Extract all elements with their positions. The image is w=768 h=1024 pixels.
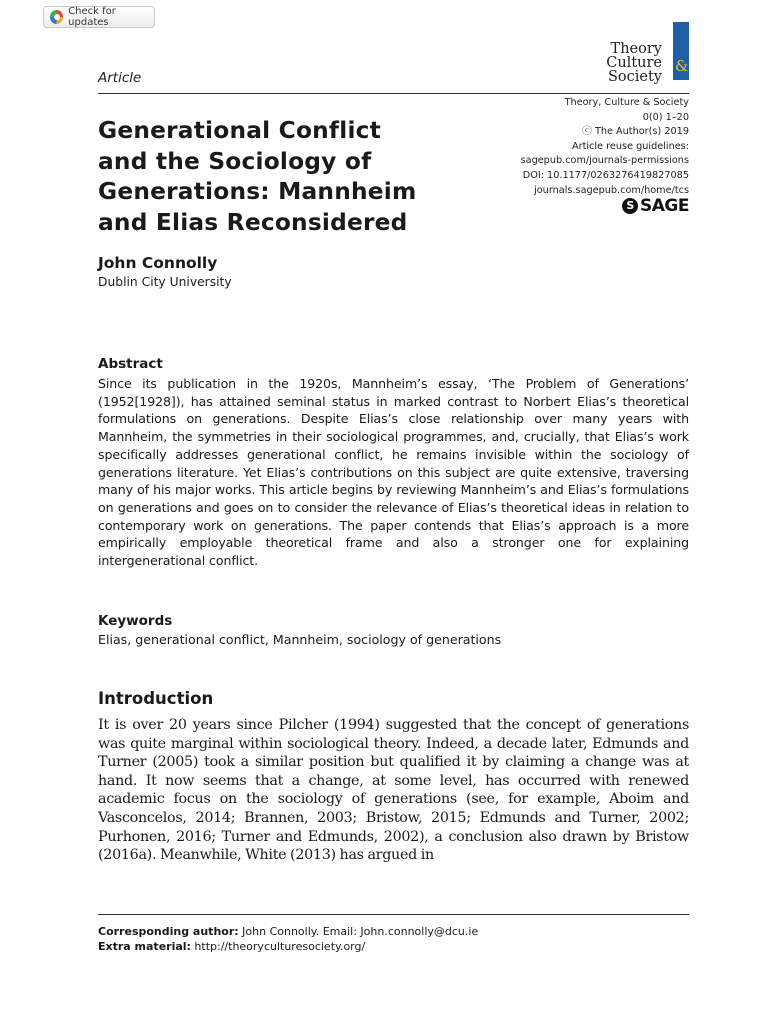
meta-copyright: ⓒ The Author(s) 2019 <box>582 126 689 138</box>
title-line-1: Generational Conflict <box>98 117 381 144</box>
meta-doi[interactable]: DOI: 10.1177/0263276419827085 <box>522 169 689 181</box>
keywords-heading: Keywords <box>98 613 173 629</box>
crossmark-icon <box>50 10 63 24</box>
meta-url-link[interactable]: journals.sagepub.com/home/tcs <box>534 184 689 196</box>
extra-material-link[interactable]: http://theoryculturesociety.org/ <box>190 940 366 953</box>
meta-permissions-link[interactable]: sagepub.com/journals-permissions <box>520 155 689 167</box>
title-line-3: Generations: Mannheim <box>98 178 417 205</box>
meta-issue: 0(0) 1–20 <box>642 111 689 123</box>
article-type-label: Article <box>98 70 142 86</box>
extra-material-label: Extra material: <box>98 940 191 953</box>
logo-line-1: Theory <box>610 41 662 57</box>
sage-logo-text: SAGE <box>640 196 689 216</box>
logo-ampersand: & <box>675 57 689 75</box>
title-line-4: and Elias Reconsidered <box>98 208 408 236</box>
check-for-updates-label: Check for updates <box>68 6 116 28</box>
article-title <box>98 116 470 238</box>
logo-line-3: Society <box>607 69 662 85</box>
title-line-2: and the Sociology of <box>98 147 372 175</box>
meta-journal: Theory, Culture & Society <box>564 97 689 108</box>
journal-meta <box>470 96 689 198</box>
author-name: John Connolly <box>98 254 218 272</box>
introduction-heading: Introduction <box>98 689 214 708</box>
abstract-text: Since its publication in the 1920s, Mannheim’s essay, ‘The Problem of Generations’ (1952[1928]), has attained seminal status in marked contrast to Norbert Elias’s theoretical formulations on generations. Despite Elias’s close relationship over many years with Mannheim, the symmetries in their sociological programmes, and, crucially, that Elias’s work specifically addresses generational conflict, he remains invisible within the sociology of generations literature. Yet Elias’s contributions on this subject are quite extensive, traversing many of his major works. This article begins by reviewing Mannheim’s and Elias’s formulations on generations and goes on to consider the relevance of Elias’s theoretical ideas in relation to contemporary work on generations. The paper contends that Elias’s approach is a more empirically employable theoretical frame and also a stronger one for explaining intergenerational conflict. <box>98 376 689 569</box>
logo-line-2: Culture <box>606 55 662 71</box>
corresponding-author-label: Corresponding author: <box>98 925 239 938</box>
author-affiliation: Dublin City University <box>98 275 232 289</box>
journal-logo <box>600 42 690 88</box>
meta-reuse: Article reuse guidelines: <box>572 140 689 152</box>
introduction-text: It is over 20 years since Pilcher (1994) suggested that the concept of generations was quite marginal within sociological theory. Indeed, a decade later, Edmunds and Turner (2005) took a similar position but qualified it by claiming a change was at hand. It now seems that a change, at some level, has occurred with renewed academic focus on the sociology of generations (see, for example, Aboim and Vasconcelos, 2014; Brannen, 2003; Bristow, 2015; Edmunds and Turner, 2002; Purhonen, 2016; Turner and Edmunds, 2002), a conclusion also drawn by Bristow (2016a). Meanwhile, White (2013) has argued in <box>98 717 689 864</box>
corresponding-author-text[interactable]: John Connolly. Email: John.connolly@dcu.ie <box>238 925 479 938</box>
corresponding-author-note <box>98 924 478 939</box>
footnote-rule <box>98 914 689 915</box>
keywords-text: Elias, generational conflict, Mannheim, sociology of generations <box>98 632 502 647</box>
extra-material-note <box>98 939 365 954</box>
header-rule <box>98 93 689 94</box>
sage-logo <box>605 195 689 217</box>
check-for-updates-button[interactable] <box>43 6 155 28</box>
sage-s-icon: S <box>622 198 638 214</box>
abstract-heading: Abstract <box>98 356 163 372</box>
